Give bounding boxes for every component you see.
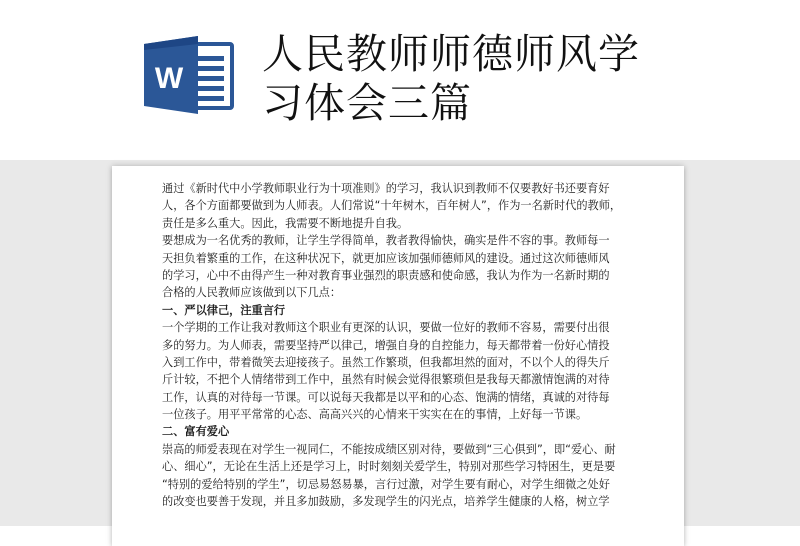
- paragraph-line: “特别的爱给特别的学生”，切忌易怒易暴，言行过激，对学生要有耐心，对学生细微之处好: [162, 477, 610, 491]
- title-line: 习体会三篇: [262, 79, 472, 127]
- paragraph-line: 多的努力。为人师表，需要坚持严以律己，增强自身的自控能力，每天都带着一份好心情投: [162, 338, 610, 352]
- paragraph-line: 通过《新时代中小学教师职业行为十项准则》的学习，我认识到教师不仅要教好书还要育好: [162, 182, 610, 195]
- paragraph-line: 心、细心”，无论在生活上还是学习上，时时刻刻关爱学生，特别对那些学习特困生，更是要: [162, 460, 616, 474]
- paragraph-line: 斤计较，不把个人情绪带到工作中，虽然有时候会觉得很繁琐但是我每天都激情饱满的对待: [162, 373, 610, 387]
- paragraph-line: 一位孩子。用平平常常的心态、高高兴兴的心情来干实实在在的事情，上好每一节课。: [162, 408, 588, 422]
- paragraph-line: 工作，认真的对待每一节课。可以说每天我都是以平和的心态、饱满的情绪，真诚的对待每: [162, 390, 610, 404]
- title-line: 人民教师师德师风学: [262, 30, 640, 78]
- section-heading: 一、严以律己，注重言行: [162, 303, 286, 317]
- document-body: [162, 180, 670, 510]
- document-title: [262, 30, 722, 128]
- paragraph-line: 天担负着繁重的工作，在这种状况下，就更加应该加强师德师风的建设。通过这次师德师风: [162, 251, 610, 265]
- word-document-icon: [142, 34, 238, 116]
- paragraph-line: 的学习，心中不由得产生一种对教育事业强烈的职责感和使命感，我认为作为一名新时期的: [162, 268, 610, 282]
- paragraph-line: 的改变也要善于发现，并且多加鼓励，多发现学生的闪光点，培养学生健康的人格，树立学: [162, 495, 610, 509]
- section-heading: 二、富有爱心: [162, 425, 230, 439]
- paragraph-line: 入到工作中，带着微笑去迎接孩子。虽然工作繁琐，但我都坦然的面对，不以个人的得失斤: [162, 355, 610, 369]
- paragraph-line: 崇高的师爱表现在对学生一视同仁，不能按成绩区别对待，要做到“三心俱到”，即“爱心、耐: [162, 442, 616, 456]
- paragraph-line: 一个学期的工作让我对教师这个职业有更深的认识，要做一位好的教师不容易，需要付出很: [162, 321, 610, 335]
- word-icon-letter: W: [154, 62, 184, 95]
- paragraph-line: 责任是多么重大。因此，我需要不断地提升自我。: [162, 216, 409, 230]
- paragraph-line: 人，各个方面都要做到为人师表。人们常说“十年树木，百年树人”，作为一名新时代的教师，: [162, 199, 622, 213]
- paragraph-line: 合格的人民教师应该做到以下几点：: [162, 286, 342, 300]
- document-header: [0, 0, 800, 160]
- paragraph-line: 要想成为一名优秀的教师，让学生学得简单，教者教得愉快，确实是件不容的事。教师每一: [162, 234, 610, 248]
